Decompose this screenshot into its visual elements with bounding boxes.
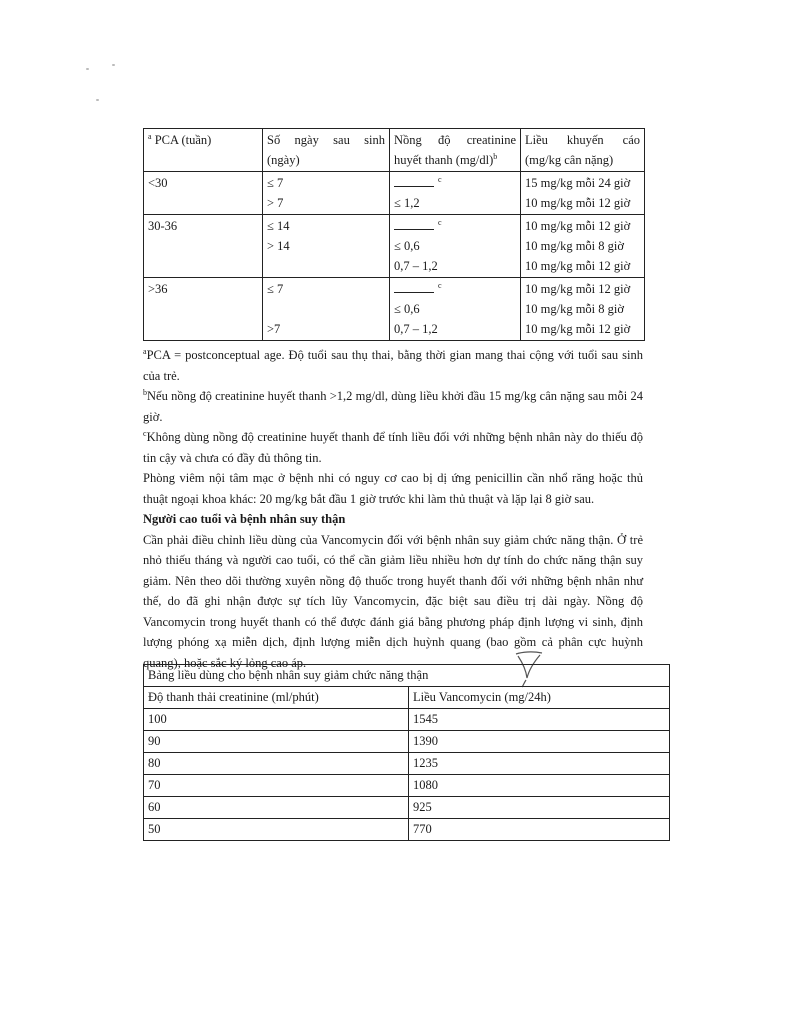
scan-speck [112, 64, 115, 66]
body-text [143, 345, 643, 673]
header-days: Số ngày sau sinh (ngày) [263, 129, 390, 172]
header-pca: $^a$ PCA (tuần) [144, 129, 263, 172]
table-row [144, 215, 645, 278]
renal-paragraph: Cần phải điều chỉnh liều dùng của Vancomycin đối với bệnh nhân suy giảm chức năng thận. Ở trẻ nhỏ thiếu tháng và người cao tuổi, có thể cần giảm liều nhiều hơn dự tính do chức năng thận suy giảm. Nên theo dõi thường xuyên nồng độ thuốc trong huyết thanh đối với những bệnh nhân như thế, do đã ghi nhận được sự tích lũy Vancomycin, đặc biệt sau điều trị dài ngày. Nồng độ Vancomycin trong huyết thanh có thể được đánh giá bằng phương pháp định lượng vi sinh, định lượng phóng xạ miễn dịch, định lượng miễn dịch huỳnh quang (bao gồm cả phân cực huỳnh quang), hoặc sắc ký lỏng cao áp. [143, 532, 643, 670]
table-row: 80 1235 [144, 753, 670, 775]
header-clearance: Độ thanh thải creatinine (ml/phút) [144, 687, 409, 709]
footnote-c: $^c$Không dùng nồng độ creatinine huyết thanh để tính liều đối với những bệnh nhân này do thiếu độ tin cậy và chưa có đầy đủ thông tin. [143, 428, 643, 465]
renal-dosing-table [143, 664, 670, 841]
table-row [144, 278, 645, 341]
table-caption: Bảng liều dùng cho bệnh nhân suy giảm chức năng thận [144, 665, 670, 687]
days-cell: ≤ 7 > 7 [263, 172, 390, 215]
neonatal-dosing-table [143, 128, 645, 341]
dose-cell: 10 mg/kg mỗi 12 giờ 10 mg/kg mỗi 8 giờ 10 mg/kg mỗi 12 giờ [521, 215, 645, 278]
table-row [144, 172, 645, 215]
header-creatinine: Nồng độ creatinine huyết thanh $(mg/dl)^b$ [390, 129, 521, 172]
pca-cell: <30 [144, 172, 263, 215]
blank-line [394, 217, 434, 230]
pca-cell: 30-36 [144, 215, 263, 278]
creatinine-cell: $^c$ ≤ 0,6 0,7 – 1,2 [390, 278, 521, 341]
table-row: 90 1390 [144, 731, 670, 753]
table-header-row [144, 687, 670, 709]
table-row: 50 770 [144, 819, 670, 841]
dose-cell: 15 mg/kg mỗi 24 giờ 10 mg/kg mỗi 12 giờ [521, 172, 645, 215]
header-vancomycin-dose: Liều Vancomycin (mg/24h) [409, 687, 670, 709]
days-cell: ≤ 14 > 14 [263, 215, 390, 278]
table-row: 70 1080 [144, 775, 670, 797]
blank-line [394, 280, 434, 293]
table-row: 60 925 [144, 797, 670, 819]
section-heading: Người cao tuổi và bệnh nhân suy thận [143, 512, 346, 526]
dose-cell: 10 mg/kg mỗi 12 giờ 10 mg/kg mỗi 8 giờ 10 mg/kg mỗi 12 giờ [521, 278, 645, 341]
days-cell: ≤ 7 >7 [263, 278, 390, 341]
footnote-b: $^b$Nếu nồng độ creatinine huyết thanh >1,2 mg/dl, dùng liều khởi đầu 15 mg/kg cân nặng sau mỗi 24 giờ. [143, 387, 643, 424]
scan-speck [86, 68, 89, 70]
creatinine-cell: $^c$ ≤ 0,6 0,7 – 1,2 [390, 215, 521, 278]
creatinine-cell: $^c$ ≤ 1,2 [390, 172, 521, 215]
pca-cell: >36 [144, 278, 263, 341]
endocarditis-paragraph: Phòng viêm nội tâm mạc ở bệnh nhi có nguy cơ cao bị dị ứng penicillin cần nhổ răng hoặc thủ thuật ngoại khoa khác: 20 mg/kg bắt đầu 1 giờ trước khi làm thủ thuật và lặp lại 8 giờ sau. [143, 471, 643, 506]
table-header-row [144, 129, 645, 172]
scan-speck [96, 99, 99, 101]
header-dose: Liều khuyến cáo (mg/kg cân nặng) [521, 129, 645, 172]
footnote-a: $^a$PCA = postconceptual age. Độ tuổi sau thụ thai, bằng thời gian mang thai cộng với tuổi sau sinh của trẻ. [143, 346, 643, 383]
table-row: 100 1545 [144, 709, 670, 731]
blank-line [394, 174, 434, 187]
table-caption-row [144, 665, 670, 687]
